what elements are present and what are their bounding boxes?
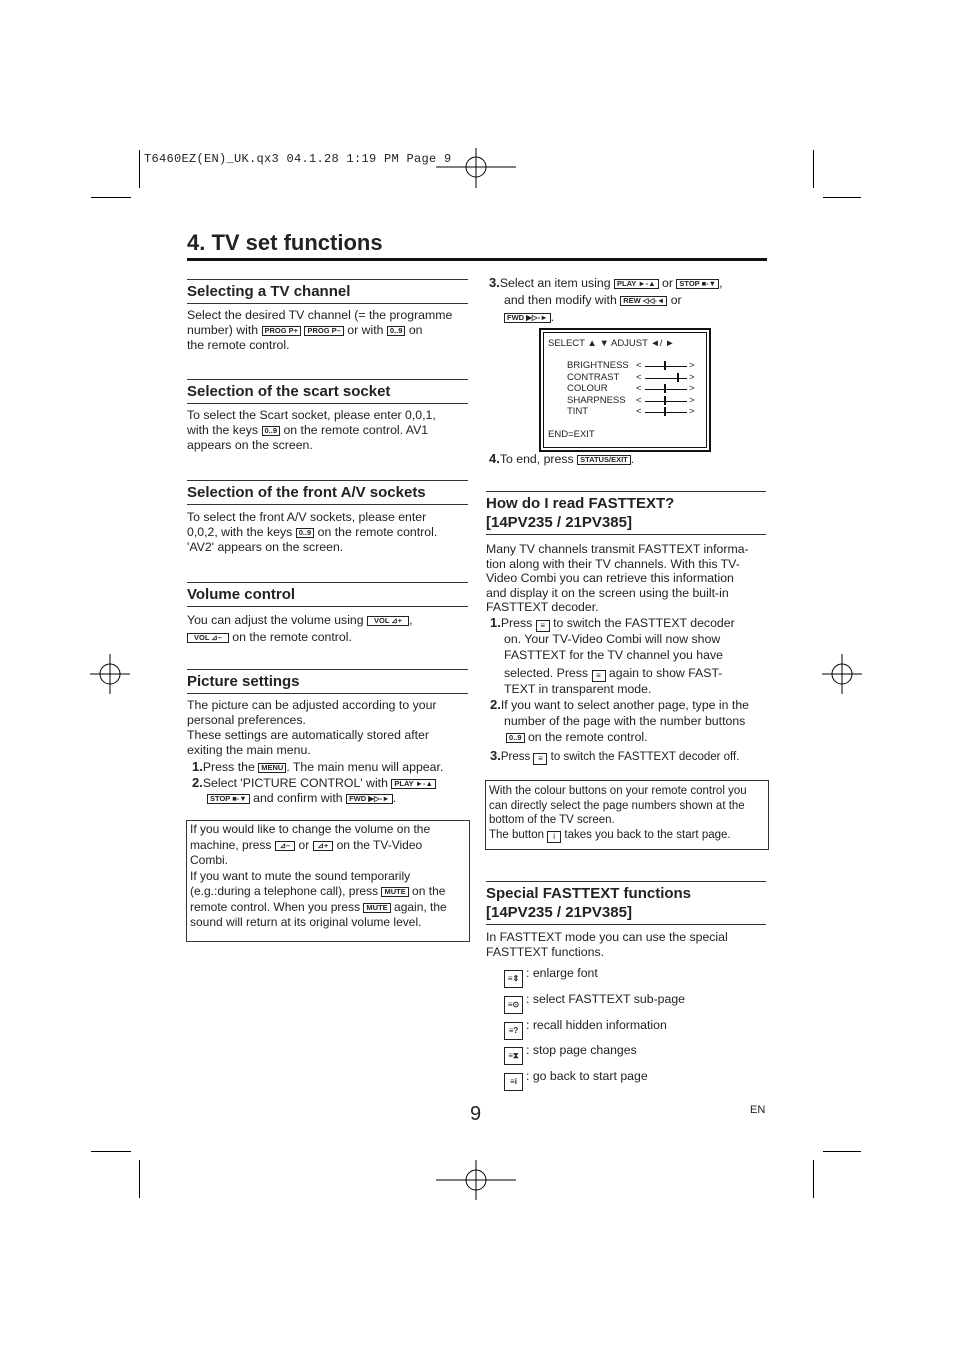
osd-more-arrow: >: [689, 394, 695, 406]
fasttext-function-label: : recall hidden information: [526, 1017, 667, 1032]
fasttext-function-label: : select FASTTEXT sub-page: [526, 991, 686, 1006]
crop-mark: [823, 1151, 861, 1152]
digit-key: 0..9: [262, 426, 281, 436]
section-heading-front-av: Selection of the front A/V sockets: [187, 484, 426, 501]
osd-item-label: SHARPNESS: [567, 394, 626, 406]
osd-less-arrow: <: [636, 394, 642, 406]
fasttext-function-item: [504, 1016, 667, 1040]
osd-more-arrow: >: [689, 371, 695, 383]
title-rule: [187, 258, 767, 261]
prog-plus-key: PROG P+: [262, 326, 302, 336]
vol-down-key: VOL ⊿–: [187, 633, 229, 643]
osd-slider-marker: [664, 384, 666, 393]
osd-footer: END=EXIT: [548, 429, 595, 440]
step-3: 3.Select an item using PLAY ►-▲ or STOP ■-▼ , and then modify with REW ◁◁-◄ or FWD ▶▷-► .: [489, 275, 723, 324]
fasttext-function-item: [504, 1067, 648, 1091]
digit-key: 0..9: [387, 326, 406, 336]
section-body-special-fasttext: In FASTTEXT mode you can use the special FASTTEXT functions.: [486, 930, 728, 959]
crop-mark: [139, 1160, 140, 1198]
start-page-icon: i: [547, 831, 561, 843]
section-header: [187, 279, 468, 304]
play-key: PLAY ►-▲: [391, 779, 436, 789]
fasttext-function-icon: ≡i: [504, 1073, 523, 1091]
fwd-key: FWD ▶▷-►: [504, 313, 551, 323]
registration-mark-left: [90, 654, 130, 694]
section-header: [187, 379, 468, 404]
fasttext-icon: ≡: [533, 753, 547, 765]
section-heading-scart: Selection of the scart socket: [187, 383, 391, 400]
menu-key: MENU: [258, 763, 286, 773]
status-exit-key: STATUS/EXIT: [577, 455, 631, 465]
osd-item-label: TINT: [567, 406, 589, 417]
section-header: [486, 881, 766, 925]
registration-mark-right: [822, 654, 862, 694]
osd-slider-marker: [664, 361, 666, 370]
osd-less-arrow: <: [636, 383, 642, 394]
crop-mark: [813, 1160, 814, 1198]
osd-item-label: CONTRAST: [567, 371, 620, 383]
osd-more-arrow: >: [689, 360, 695, 371]
fasttext-function-item: [504, 1041, 637, 1065]
section-heading-fasttext: How do I read FASTTEXT? [14PV235 / 21PV385]: [486, 495, 675, 531]
osd-slider-marker: [664, 407, 666, 416]
fasttext-function-icon: ≡?: [504, 1022, 523, 1040]
fasttext-function-item: [504, 990, 685, 1014]
osd-slider-track: [645, 412, 687, 413]
section-body-front-av: To select the front A/V sockets, please enter 0,0,2, with the keys 0..9 on the remote control. 'AV2' appears on the screen.: [187, 510, 438, 554]
section-header: [187, 582, 468, 607]
crop-mark: [813, 150, 814, 188]
page-number: 9: [470, 1103, 482, 1125]
crop-mark: [139, 150, 140, 188]
osd-more-arrow: >: [689, 383, 695, 394]
section-body-picture: The picture can be adjusted according to your personal preferences. These settings are automatically stored after exiting the main menu. 1.Press the MENU . The main menu will appear. 2.Select 'PICTURE CONTROL' with PLAY ►-▲ STOP ■-▼ and confirm with FWD ▶▷-► .: [187, 698, 444, 805]
section-heading-volume: Volume control: [187, 586, 296, 603]
picture-settings-osd: [539, 328, 711, 452]
osd-slider-track: [645, 378, 687, 379]
prog-minus-key: PROG P–: [304, 326, 343, 336]
osd-slider-track: [645, 401, 687, 402]
play-key: PLAY ►-▲: [614, 279, 659, 289]
language-tag: EN: [750, 1104, 766, 1116]
digit-key: 0..9: [296, 528, 315, 538]
section-heading-tv-channel: Selecting a TV channel: [187, 283, 351, 300]
fasttext-function-label: : enlarge font: [526, 966, 598, 980]
fasttext-icon: ≡: [592, 670, 606, 682]
fasttext-function-icon: ≡⧗: [504, 1047, 523, 1065]
mute-key: MUTE: [381, 887, 408, 897]
volume-note-box: If you would like to change the volume on the machine, press ⊿– or ⊿+ on the TV-Video Combi. If you want to mute the sound temporarily (e.g.:during a telephone call), press MUTE on the remote control. When you press MUTE again, the sound will return at its original volume level.: [186, 820, 470, 942]
osd-slider-track: [645, 366, 687, 367]
tv-vol-down-key: ⊿–: [275, 841, 295, 851]
fasttext-function-label: : stop page changes: [526, 1043, 637, 1058]
fasttext-icon: ≡: [536, 620, 550, 632]
fasttext-function-icon: ≡⇕: [504, 970, 523, 988]
crop-mark: [823, 197, 861, 198]
osd-less-arrow: <: [636, 360, 642, 371]
osd-item-label: BRIGHTNESS: [567, 360, 629, 371]
section-body-fasttext: Many TV channels transmit FASTTEXT informa- tion along with their TV channels. With this TV- Video Combi you can retrieve this information and display it on the screen using the built-in FASTTEXT decoder. 1.Press ≡ to switch the FASTTEXT decoder on. Your TV-Video Combi will now show FASTTEXT for the TV channel you have selected. Press ≡ again to show FAST- TEXT in transparent mode. 2.If you want to select another page, type in the number of the page with the number buttons 0..9 on the remote control. 3.Press ≡ to switch the FASTTEXT decoder off.: [486, 542, 749, 763]
osd-less-arrow: <: [636, 406, 642, 417]
osd-more-arrow: >: [689, 406, 695, 417]
crop-mark: [91, 197, 131, 198]
section-heading-special-fasttext: Special FASTTEXT functions [14PV235 / 21PV385]: [486, 885, 692, 921]
osd-slider-marker: [677, 373, 679, 382]
registration-mark-bottom: [436, 1160, 516, 1200]
osd-less-arrow: <: [636, 371, 642, 383]
section-header: [187, 669, 468, 694]
fasttext-function-label: : go back to start page: [526, 1069, 648, 1084]
tv-vol-up-key: ⊿+: [313, 841, 334, 851]
crop-mark: [91, 1151, 131, 1152]
mute-key: MUTE: [363, 903, 390, 913]
osd-header: SELECT ▲ ▼ ADJUST ◄/ ►: [548, 338, 675, 349]
fwd-key: FWD ▶▷-►: [346, 794, 393, 804]
osd-item-label: COLOUR: [567, 383, 608, 394]
digit-key: 0..9: [506, 733, 525, 743]
page-title: 4. TV set functions: [187, 230, 383, 255]
section-body-scart: To select the Scart socket, please enter 0,0,1, with the keys 0..9 on the remote control. AV1 appears on the screen.: [187, 408, 436, 452]
vol-up-key: VOL ⊿+: [367, 616, 409, 626]
osd-slider-track: [645, 389, 687, 390]
section-header: [187, 480, 468, 505]
fasttext-function-item: [504, 964, 598, 988]
section-header: [486, 491, 766, 535]
section-body-tv-channel: Select the desired TV channel (= the programme number) with PROG P+ PROG P– or with 0..9 on the remote control.: [187, 308, 453, 352]
print-header: T6460EZ(EN)_UK.qx3 04.1.28 1:19 PM Page 9: [144, 152, 452, 166]
stop-key: STOP ■-▼: [676, 279, 719, 289]
rew-key: REW ◁◁-◄: [620, 296, 667, 306]
section-heading-picture: Picture settings: [187, 673, 300, 690]
fasttext-function-icon: ≡⊙: [504, 996, 523, 1014]
section-body-volume: You can adjust the volume using VOL ⊿+ , VOL ⊿– on the remote control.: [187, 613, 413, 644]
osd-slider-marker: [664, 396, 666, 405]
stop-key: STOP ■-▼: [207, 794, 250, 804]
step-4: 4.To end, press STATUS/EXIT .: [489, 451, 635, 466]
colour-buttons-note-box: With the colour buttons on your remote control you can directly select the page numbers shown at the bottom of the TV screen. The button i takes you back to the start page.: [485, 780, 769, 850]
